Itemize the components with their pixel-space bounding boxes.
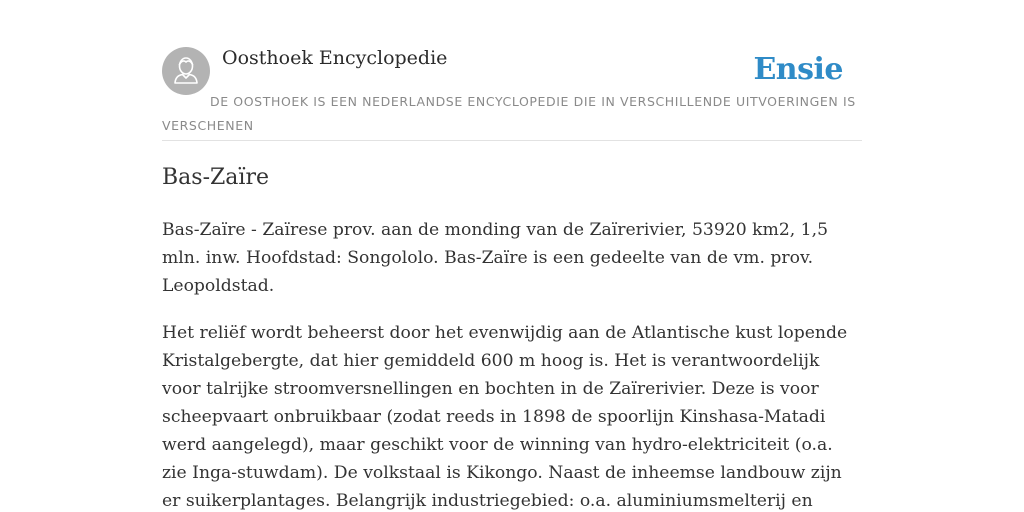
brand-logo-link[interactable]: Ensie <box>753 52 843 87</box>
avatar[interactable] <box>162 47 210 95</box>
site-name[interactable]: Oosthoek Encyclopedie <box>222 47 448 69</box>
site-description: DE OOSTHOEK IS EEN NEDERLANDSE ENCYCLOPEDIE DIE IN VERSCHILLENDE UITVOERINGEN IS VERSCHENEN <box>162 94 856 133</box>
user-icon <box>162 47 210 95</box>
article-paragraph: Bas-Zaïre - Zaïrese prov. aan de monding van de Zaïrerivier, 53920 km2, 1,5 mln. inw. Hoofdstad: Songololo. Bas-Zaïre is een gedeelte van de vm. prov. Leopoldstad. <box>162 220 829 296</box>
site-header <box>162 46 862 141</box>
article-title: Bas-Zaïre <box>162 165 269 190</box>
article <box>162 162 862 512</box>
article-paragraph: Het reliëf wordt beheerst door het evenwijdig aan de Atlantische kust lopende Kristalgebergte, dat hier gemiddeld 600 m hoog is. Het is verantwoordelijk voor talrijke stroomversnellingen en bochten in de Zaïrerivier. Deze is voor scheepvaart onbruikbaar (zodat reeds in 1898 de spoorlijn Kinshasa-Matadi werd aangelegd), maar geschikt voor de winning van hydro-elektriciteit (o.a. zie Inga-stuwdam). De volkstaal is Kikongo. Naast de inheemse landbouw zijn er suikerplantages. Belangrijk industriegebied: o.a. aluminiumsmelterij en <box>162 323 848 511</box>
